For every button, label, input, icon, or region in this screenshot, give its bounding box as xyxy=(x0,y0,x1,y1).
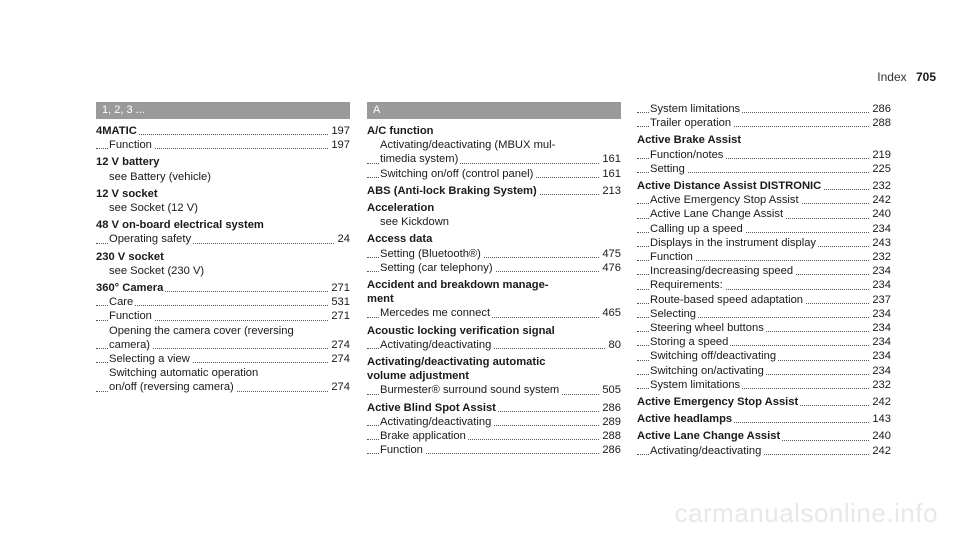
index-subentry xyxy=(637,250,891,264)
entry-text: Displays in the instrument display xyxy=(650,236,817,249)
entry-text: Switching on/activating xyxy=(650,364,764,377)
entry-text: Function xyxy=(650,251,693,264)
index-subentry xyxy=(367,306,621,320)
index-subentry xyxy=(637,207,891,221)
page-reference: 505 xyxy=(599,383,621,397)
index-entry xyxy=(637,179,891,193)
entry-text: Active Brake Assist xyxy=(637,134,742,147)
index-subentry xyxy=(96,201,350,215)
index-subentry xyxy=(367,261,621,275)
index-subentry xyxy=(367,247,621,261)
index-subentry xyxy=(367,383,621,397)
page-reference: 289 xyxy=(599,415,621,429)
index-column-3 xyxy=(637,102,891,458)
page-reference: 475 xyxy=(599,247,621,261)
entry-text: 230 V socket xyxy=(96,250,164,263)
entry-text: Accident and breakdown manage- xyxy=(367,279,549,292)
entry-text: Access data xyxy=(367,233,433,246)
page-reference: 219 xyxy=(869,148,891,162)
page-reference: 286 xyxy=(869,102,891,116)
entry-text: Selecting a view xyxy=(109,353,190,366)
page-reference: 288 xyxy=(869,116,891,130)
index-entry xyxy=(96,250,350,264)
entry-text: see Socket (230 V) xyxy=(109,264,205,277)
index-subentry xyxy=(96,264,350,278)
index-entry xyxy=(367,184,621,198)
index-subentry xyxy=(637,293,891,307)
index-label: Index xyxy=(877,70,907,84)
page-reference: 234 xyxy=(869,264,891,278)
index-subentry xyxy=(367,215,621,229)
index-subentry xyxy=(637,264,891,278)
index-subentry xyxy=(96,366,350,380)
index-subentry xyxy=(637,321,891,335)
index-entry xyxy=(367,369,621,383)
entry-text: see Kickdown xyxy=(380,216,450,229)
index-entry xyxy=(96,218,350,232)
index-subentry xyxy=(637,349,891,363)
entry-text: volume adjustment xyxy=(367,370,469,383)
page-reference: 234 xyxy=(869,321,891,335)
entry-text: Acoustic locking verification signal xyxy=(367,324,555,337)
entry-text: Activating/deactivating xyxy=(380,338,492,351)
entry-text: Active Emergency Stop Assist xyxy=(637,396,799,409)
index-subentry xyxy=(637,378,891,392)
entry-text: camera) xyxy=(109,338,151,351)
page-reference: 243 xyxy=(869,236,891,250)
page-reference: 213 xyxy=(599,184,621,198)
entry-text: Burmester® surround sound system xyxy=(380,384,560,397)
entry-text: Requirements: xyxy=(650,279,723,292)
entry-text: Route-based speed adaptation xyxy=(650,293,804,306)
page-reference: 234 xyxy=(869,307,891,321)
entry-text: Storing a speed xyxy=(650,336,729,349)
index-subentry xyxy=(367,429,621,443)
entry-text: Increasing/decreasing speed xyxy=(650,265,794,278)
index-entry xyxy=(637,412,891,426)
page-reference: 234 xyxy=(869,335,891,349)
watermark: carmanualsonline.info xyxy=(674,498,938,528)
entry-text: Function xyxy=(380,444,423,457)
entry-text: timedia system) xyxy=(380,153,459,166)
page-reference: 234 xyxy=(869,278,891,292)
entry-text: see Battery (vehicle) xyxy=(109,170,211,183)
index-column-2 xyxy=(367,102,621,457)
entry-text: Activating/deactivating automatic xyxy=(367,356,546,369)
index-entry xyxy=(367,278,621,292)
index-subentry xyxy=(637,236,891,250)
index-subentry xyxy=(367,152,621,166)
index-subentry xyxy=(96,338,350,352)
index-subentry xyxy=(96,295,350,309)
entry-text: Switching automatic operation xyxy=(109,367,259,380)
index-entry xyxy=(96,124,350,138)
entry-text: 360° Camera xyxy=(96,282,164,295)
entry-text: Function/notes xyxy=(650,148,724,161)
entry-text: Active Emergency Stop Assist xyxy=(650,194,799,207)
entry-text: Operating safety xyxy=(109,233,192,246)
page-reference: 232 xyxy=(869,378,891,392)
page-reference: 161 xyxy=(599,152,621,166)
page-reference: 234 xyxy=(869,349,891,363)
index-entry xyxy=(96,155,350,169)
page-reference: 242 xyxy=(869,193,891,207)
entry-text: ABS (Anti-lock Braking System) xyxy=(367,184,537,197)
entry-text: Setting xyxy=(650,162,685,175)
entry-text: 12 V socket xyxy=(96,187,158,200)
index-entry xyxy=(96,281,350,295)
page-reference: 161 xyxy=(599,167,621,181)
section-header-numbers: 1, 2, 3 ... xyxy=(96,102,350,119)
page-reference: 531 xyxy=(328,295,350,309)
entry-text: ment xyxy=(367,293,394,306)
entry-text: Active Blind Spot Assist xyxy=(367,401,496,414)
entry-text: Brake application xyxy=(380,430,466,443)
index-subentry xyxy=(96,324,350,338)
entry-text: Activating/deactivating xyxy=(380,415,492,428)
index-entry xyxy=(96,187,350,201)
page-reference: 274 xyxy=(328,352,350,366)
index-entry xyxy=(367,292,621,306)
index-entry xyxy=(637,133,891,147)
page-reference: 240 xyxy=(869,207,891,221)
index-subentry xyxy=(637,162,891,176)
page-reference: 237 xyxy=(869,293,891,307)
page-reference: 80 xyxy=(606,338,621,352)
page-reference: 232 xyxy=(869,250,891,264)
index-subentry xyxy=(367,415,621,429)
index-subentry xyxy=(637,116,891,130)
index-entry xyxy=(637,429,891,443)
index-column-1 xyxy=(96,102,350,395)
entry-text: Calling up a speed xyxy=(650,222,743,235)
page-reference: 242 xyxy=(869,395,891,409)
index-subentry xyxy=(637,307,891,321)
entry-text: Active headlamps xyxy=(637,413,733,426)
page-reference: 242 xyxy=(869,444,891,458)
page-reference: 286 xyxy=(599,401,621,415)
page-reference: 286 xyxy=(599,443,621,457)
entry-text: Mercedes me connect xyxy=(380,307,491,320)
page-reference: 24 xyxy=(335,232,350,246)
page-number: 705 xyxy=(915,70,936,84)
index-entry xyxy=(367,324,621,338)
page-reference: 225 xyxy=(869,162,891,176)
index-entry xyxy=(367,124,621,138)
index-entry xyxy=(367,232,621,246)
entry-text: Function xyxy=(109,310,152,323)
index-subentry xyxy=(637,364,891,378)
index-subentry xyxy=(96,232,350,246)
entry-text: on/off (reversing camera) xyxy=(109,381,234,394)
index-entry xyxy=(367,401,621,415)
entry-text: 48 V on-board electrical system xyxy=(96,219,264,232)
index-entry xyxy=(637,395,891,409)
page-reference: 234 xyxy=(869,222,891,236)
entry-text: Care xyxy=(109,296,134,309)
entry-text: Steering wheel buttons xyxy=(650,322,764,335)
page-reference: 476 xyxy=(599,261,621,275)
entry-text: see Socket (12 V) xyxy=(109,202,198,215)
index-subentry xyxy=(637,222,891,236)
index-subentry xyxy=(96,309,350,323)
entry-text: Activating/deactivating xyxy=(650,444,762,457)
entry-text: Setting (car telephony) xyxy=(380,261,493,274)
index-subentry xyxy=(96,138,350,152)
index-subentry xyxy=(367,167,621,181)
entry-text: 12 V battery xyxy=(96,156,160,169)
page-reference: 271 xyxy=(328,309,350,323)
index-entry xyxy=(367,201,621,215)
page-reference: 234 xyxy=(869,364,891,378)
index-subentry xyxy=(96,170,350,184)
entry-text: Setting (Bluetooth®) xyxy=(380,247,481,260)
entry-text: Function xyxy=(109,139,152,152)
index-subentry xyxy=(96,380,350,394)
index-subentry xyxy=(637,148,891,162)
entry-text: Switching off/deactivating xyxy=(650,350,777,363)
page-reference: 274 xyxy=(328,380,350,394)
index-subentry xyxy=(96,352,350,366)
entry-text: Switching on/off (control panel) xyxy=(380,167,534,180)
page-reference: 232 xyxy=(869,179,891,193)
page-reference: 197 xyxy=(328,138,350,152)
page-header xyxy=(877,70,936,84)
section-header-a: A xyxy=(367,102,621,119)
entry-text: 4MATIC xyxy=(96,125,137,137)
page-reference: 274 xyxy=(328,338,350,352)
entry-text: Activating/deactivating (MBUX mul- xyxy=(380,139,556,152)
entry-text: Trailer operation xyxy=(650,117,732,130)
entry-text: A/C function xyxy=(367,125,434,137)
entry-text: Selecting xyxy=(650,307,697,320)
index-subentry xyxy=(637,444,891,458)
page-reference: 240 xyxy=(869,429,891,443)
page-reference: 143 xyxy=(869,412,891,426)
page-reference: 271 xyxy=(328,281,350,295)
index-subentry xyxy=(367,338,621,352)
entry-text: Acceleration xyxy=(367,202,435,215)
entry-text: System limitations xyxy=(650,103,741,115)
index-subentry xyxy=(637,193,891,207)
page-reference: 465 xyxy=(599,306,621,320)
entry-text: Opening the camera cover (reversing xyxy=(109,324,294,337)
index-subentry xyxy=(637,102,891,116)
index-subentry xyxy=(637,278,891,292)
index-subentry xyxy=(367,443,621,457)
index-subentry xyxy=(367,138,621,152)
index-entry xyxy=(367,355,621,369)
entry-text: Active Distance Assist DISTRONIC xyxy=(637,180,822,193)
page-reference: 197 xyxy=(328,124,350,138)
entry-text: System limitations xyxy=(650,378,741,391)
page-reference: 288 xyxy=(599,429,621,443)
index-subentry xyxy=(637,335,891,349)
entry-text: Active Lane Change Assist xyxy=(650,208,784,221)
entry-text: Active Lane Change Assist xyxy=(637,430,781,443)
